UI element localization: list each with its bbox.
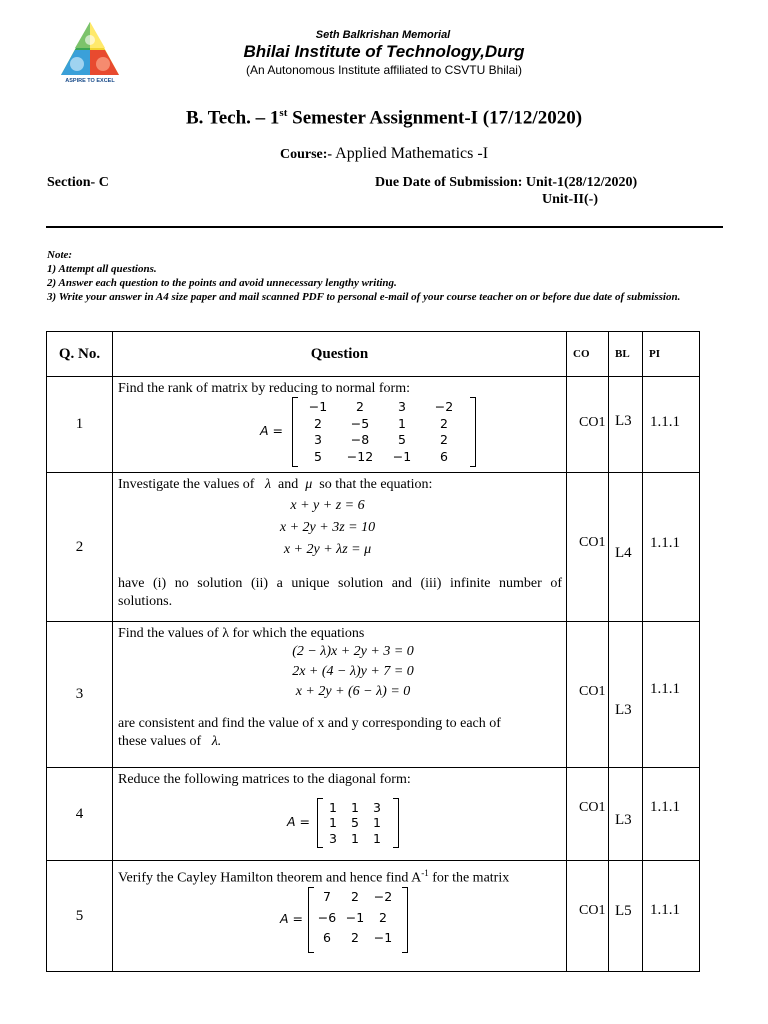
- matrix-entry: −1: [308, 399, 328, 414]
- question-intro: Verify the Cayley Hamilton theorem and hence find $A^{-1}$ for the matrix: [118, 868, 510, 886]
- due-date-line2: Unit-II(-): [542, 192, 598, 207]
- table-row: [47, 377, 700, 473]
- matrix-bracket-right: [402, 887, 408, 953]
- co-value: CO1: [579, 800, 606, 815]
- co-value: CO1: [579, 415, 606, 430]
- equation-system: [93, 495, 562, 561]
- equation: x + y + z = 6: [290, 498, 365, 513]
- institute-affiliation: (An Autonomous Institute affiliated to CSVTU Bhilai): [246, 63, 522, 77]
- matrix-entry: 1: [351, 800, 359, 815]
- matrix-entry: −8: [350, 432, 370, 447]
- question-number: 5: [47, 861, 113, 972]
- matrix-entry: 3: [314, 432, 322, 447]
- pi-value: 1.1.1: [650, 902, 680, 918]
- header-pi: PI: [643, 332, 700, 377]
- question-outro: are consistent and find the value of x and y corresponding to each of: [118, 716, 501, 731]
- co-value: CO1: [579, 684, 606, 699]
- matrix-entry: 5: [398, 432, 406, 447]
- pi-cell: [643, 377, 700, 473]
- bl-cell: [609, 768, 643, 861]
- matrix-entry: 2: [351, 889, 359, 904]
- matrix-bracket-right: [470, 397, 476, 467]
- mu-symbol: μ: [305, 477, 313, 492]
- matrix-entry: 1: [398, 415, 406, 431]
- question-number: 1: [47, 377, 113, 473]
- matrix-entry: 2: [440, 432, 448, 447]
- co-cell: [567, 377, 609, 473]
- institute-name: Bhilai Institute of Technology,Durg: [243, 42, 525, 61]
- trust-name: Seth Balkrishan Memorial: [315, 29, 451, 41]
- question-text: [113, 861, 567, 972]
- matrix-entry: 2: [351, 930, 359, 946]
- matrix-entries: [322, 799, 388, 845]
- matrix-entry: 2: [356, 399, 364, 414]
- question-number: 2: [47, 473, 113, 622]
- header-co: CO: [567, 332, 609, 377]
- matrix-entry: 3: [329, 830, 337, 846]
- question-intro: Find the rank of matrix by reducing to normal form:: [118, 381, 410, 396]
- equation: x + 2y + 3z = 10: [279, 520, 376, 535]
- note-item: 3) Write your answer in A4 size paper and mail scanned PDF to personal e-mail of your course teacher on or before due date of submission.: [47, 291, 681, 303]
- equation: 2x + (4 − λ)y + 7 = 0: [292, 664, 414, 679]
- question-text: [113, 473, 567, 622]
- section-label: Section- C: [47, 175, 109, 190]
- matrix-entry: −2: [434, 399, 454, 414]
- bl-cell: [609, 377, 643, 473]
- question-intro: Find the values of λ for which the equations: [118, 626, 365, 641]
- co-cell: [567, 622, 609, 768]
- matrix-entry: −1: [345, 909, 365, 925]
- question-text: [113, 768, 567, 861]
- pi-cell: [643, 473, 700, 622]
- matrix-entry: −2: [373, 889, 393, 904]
- question-table: [46, 331, 700, 972]
- matrix-a: [260, 397, 500, 467]
- question-intro: Investigate the values of λ and μ so that the equation:: [118, 477, 433, 492]
- question-intro: Reduce the following matrices to the diagonal form:: [118, 772, 411, 787]
- bl-value: L3: [615, 702, 632, 718]
- question-text: [113, 622, 567, 768]
- notes: [47, 248, 727, 304]
- title-sup: st: [279, 107, 288, 119]
- pi-value: 1.1.1: [650, 535, 680, 551]
- co-cell: [567, 768, 609, 861]
- pi-value: 1.1.1: [650, 681, 680, 697]
- matrix-entries: [313, 888, 397, 950]
- matrix-entry: 1: [351, 830, 359, 846]
- header-divider: [46, 226, 723, 228]
- matrix-entry: −5: [350, 415, 370, 431]
- matrix-entry: 3: [373, 800, 381, 815]
- bl-value: L3: [615, 413, 632, 429]
- question-outro: have (i) no solution (ii) a unique solution and (iii) infinite number of: [118, 576, 562, 591]
- institute-logo: [55, 20, 125, 90]
- matrix-label: A =: [260, 423, 283, 438]
- matrix-label: A =: [280, 911, 303, 926]
- logo-tagline: ASPIRE TO EXCEL: [65, 78, 115, 84]
- pi-cell: [643, 861, 700, 972]
- question-text: [113, 377, 567, 473]
- equation: x + 2y + (6 − λ) = 0: [295, 684, 411, 699]
- matrix-entry: 1: [373, 830, 381, 846]
- note-heading: Note:: [47, 249, 73, 261]
- matrix-entry: 3: [398, 399, 406, 414]
- due-date-line1: Due Date of Submission: Unit-1(28/12/2020): [375, 175, 638, 190]
- lambda-symbol: λ: [264, 477, 272, 492]
- equation: (2 − λ)x + 2y + 3 = 0: [292, 644, 414, 659]
- question-number: 3: [47, 622, 113, 768]
- co-cell: [567, 473, 609, 622]
- matrix-entry: −12: [346, 448, 374, 464]
- pi-value: 1.1.1: [650, 799, 680, 815]
- bl-value: L4: [615, 545, 632, 561]
- question-outro-cont: these values of λ.: [118, 734, 222, 749]
- note-item: 1) Attempt all questions.: [47, 263, 157, 275]
- matrix-a: [287, 798, 487, 848]
- matrix-entry: 7: [323, 889, 331, 904]
- table-row: [47, 768, 700, 861]
- bl-cell: [609, 622, 643, 768]
- matrix-entry: −1: [392, 448, 412, 464]
- bl-value: L3: [615, 812, 632, 828]
- question-number: 4: [47, 768, 113, 861]
- matrix-entry: 6: [323, 930, 331, 946]
- question-outro-cont: solutions.: [118, 594, 173, 609]
- bl-value: L5: [615, 903, 632, 919]
- note-item: 2) Answer each question to the points and avoid unnecessary lengthy writing.: [47, 277, 397, 289]
- header-question: Question: [113, 332, 567, 377]
- matrix-entries: [297, 398, 465, 464]
- matrix-entry: 1: [373, 815, 381, 831]
- header-bl: BL: [609, 332, 643, 377]
- matrix-entry: 2: [314, 415, 322, 431]
- matrix-a: [280, 887, 480, 953]
- table-header-row: [47, 332, 700, 377]
- pi-value: 1.1.1: [650, 414, 680, 430]
- matrix-entry: 1: [329, 800, 337, 815]
- matrix-entry: 6: [440, 448, 448, 464]
- page-title: [0, 107, 768, 129]
- matrix-entry: −1: [373, 930, 393, 946]
- matrix-entry: −6: [317, 909, 337, 925]
- header-qno: Q. No.: [47, 332, 113, 377]
- matrix-entry: 2: [440, 415, 448, 431]
- co-cell: [567, 861, 609, 972]
- table-row: [47, 473, 700, 622]
- equation-system: [144, 642, 562, 702]
- matrix-entry: 5: [351, 815, 359, 831]
- course-value: Applied Mathematics -I: [332, 145, 489, 162]
- title-suffix: Semester Assignment-I (17/12/2020): [287, 107, 583, 129]
- course-line: [0, 145, 768, 163]
- bl-cell: [609, 861, 643, 972]
- pi-cell: [643, 768, 700, 861]
- matrix-bracket-right: [393, 798, 399, 848]
- course-label: Course:-: [279, 147, 333, 162]
- pi-cell: [643, 622, 700, 768]
- co-value: CO1: [579, 903, 606, 918]
- matrix-entry: 5: [314, 448, 322, 464]
- bl-cell: [609, 473, 643, 622]
- matrix-entry: 1: [329, 815, 337, 831]
- matrix-label: A =: [287, 814, 310, 829]
- matrix-entry: 2: [379, 909, 387, 925]
- equation: x + 2y + λz = μ: [283, 542, 372, 557]
- title-prefix: B. Tech. – 1: [185, 107, 280, 129]
- co-value: CO1: [579, 535, 606, 550]
- table-row: [47, 861, 700, 972]
- table-row: [47, 622, 700, 768]
